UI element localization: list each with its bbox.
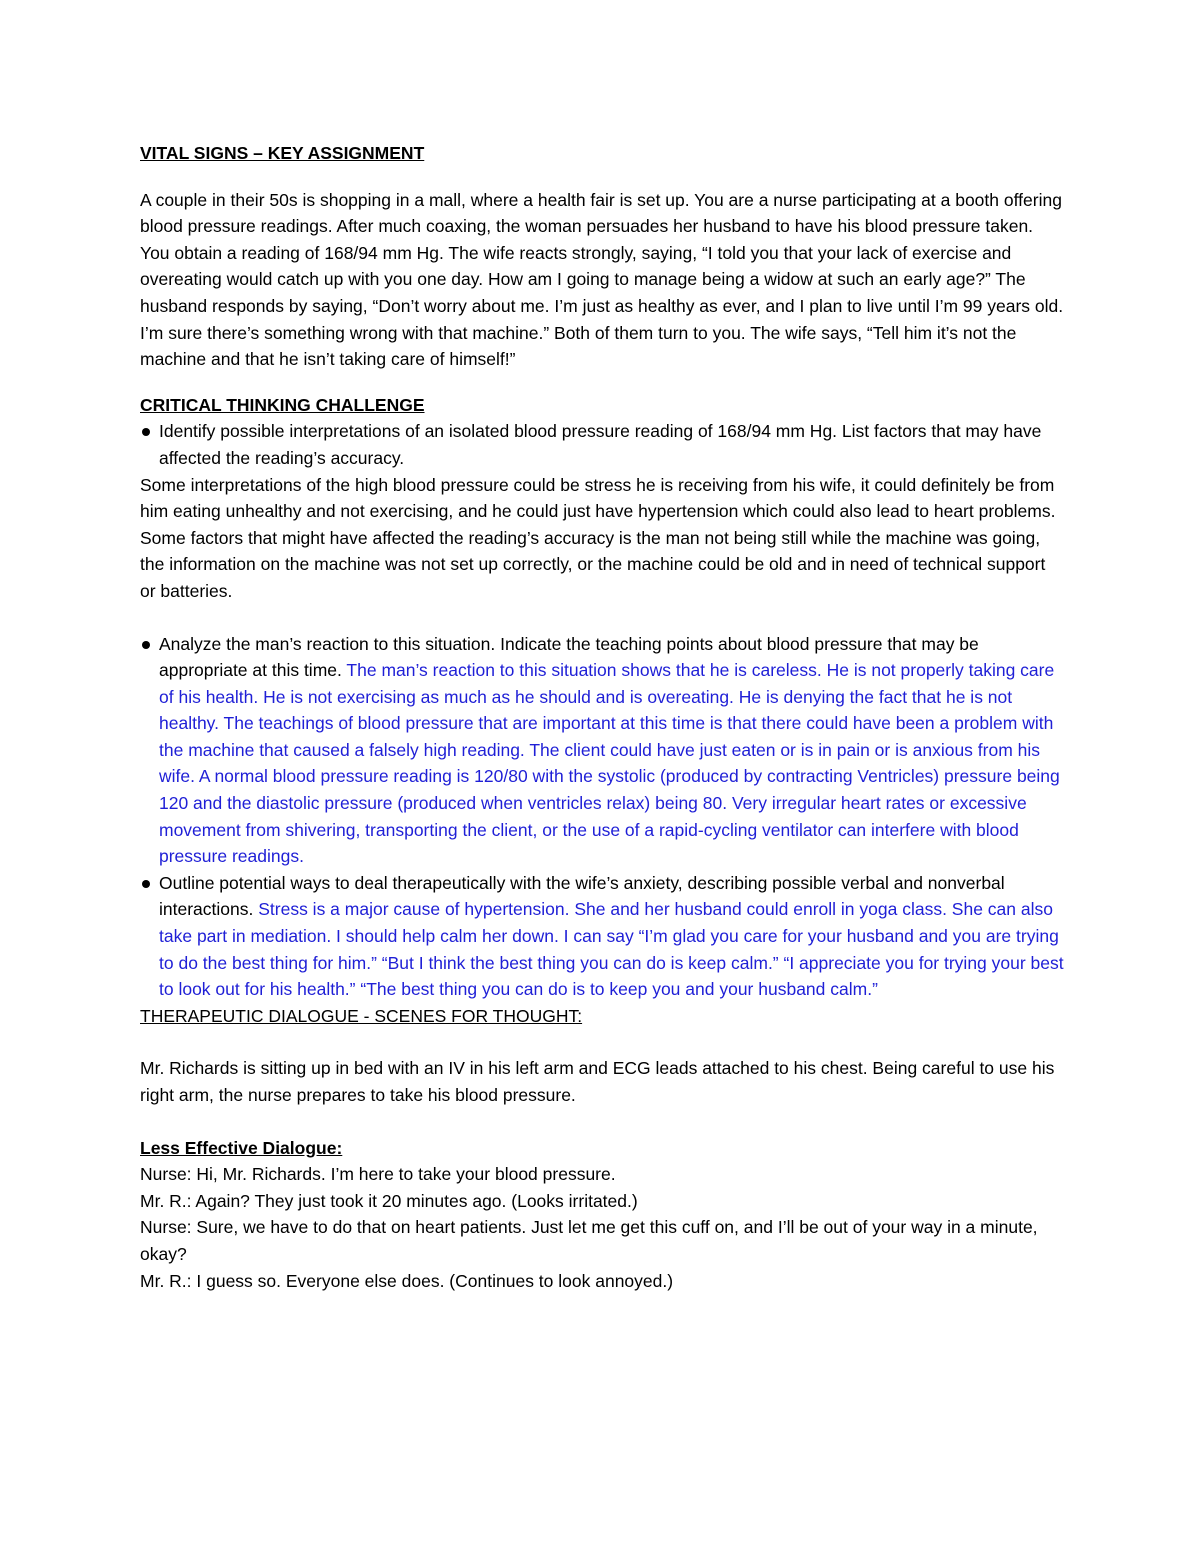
critical-thinking-heading: CRITICAL THINKING CHALLENGE: [140, 394, 425, 415]
challenge-list-2: [140, 631, 1065, 1003]
challenge-list-1: [140, 418, 1065, 471]
answer-3-text: Stress is a major cause of hypertension. She and her husband could enroll in yoga class. She can also take part in mediation. I should help calm her down. I can say “I’m glad you care for your husband and you are trying to do the best thing for him.” “But I think the best thing you can do is keep calm.” “I appreciate you for trying your best to look out for his health.” “The best thing you can do is to keep you and your husband calm.”: [159, 899, 1064, 1000]
therapeutic-dialogue-heading: THERAPEUTIC DIALOGUE - SCENES FOR THOUGHT:: [140, 1005, 583, 1026]
dialogue-line: Mr. R.: Again? They just took it 20 minutes ago. (Looks irritated.): [140, 1190, 638, 1211]
answer-2-text: The man’s reaction to this situation shows that he is careless. He is not properly taking care of his health. He is not exercising as much as he should and is overeating. He is denying the fact that he is not healthy. The teachings of blood pressure that are important at this time is that there could have been a problem with the machine that caused a falsely high reading. The client could have just eaten or is in pain or is anxious from his wife. A normal blood pressure reading is 120/80 with the systolic (produced by contracting Ventricles) pressure being 120 and the diastolic pressure (produced when ventricles relax) being 80. Very irregular heart rates or excessive movement from shivering, transporting the client, or the use of a rapid-cycling ventilator can interfere with blood pressure readings.: [159, 660, 1060, 867]
answer-1-paragraph: Some interpretations of the high blood pressure could be stress he is receiving from his wife, it could definitely be from him eating unhealthy and not exercising, and he could just have hypertension which could also lead to heart problems. Some factors that might have affected the reading’s accuracy is the man not being still while the machine was going, the information on the machine was not set up correctly, or the machine could be old and in need of technical support or batteries.: [140, 474, 1056, 601]
scenario-paragraph: A couple in their 50s is shopping in a mall, where a health fair is set up. You are a nurse participating at a booth offering blood pressure readings. After much coaxing, the woman persuades her husband to have his blood pressure taken. You obtain a reading of 168/94 mm Hg. The wife reacts strongly, saying, “I told you that your lack of exercise and overeating would catch up with you one day. How am I going to manage being a widow at such an early age?” The husband responds by saying, “Don’t worry about me. I’m just as healthy as ever, and I plan to live until I’m 99 years old. I’m sure there’s something wrong with that machine.” Both of them turn to you. The wife says, “Tell him it’s not the machine and that he isn’t taking care of himself!”: [140, 189, 1064, 370]
less-effective-dialogue-heading: Less Effective Dialogue:: [140, 1137, 343, 1158]
question-3-text: Outline potential ways to deal therapeutically with the wife’s anxiety, describing possible verbal and nonverbal interactions.: [159, 872, 1005, 920]
bullet-icon: [142, 880, 150, 888]
bullet-icon: [142, 641, 150, 649]
challenge-question-2: [140, 631, 1065, 870]
document-page: [140, 140, 1065, 1294]
bullet-icon: [142, 428, 150, 436]
dialogue-line: Mr. R.: I guess so. Everyone else does. (Continues to look annoyed.): [140, 1270, 674, 1291]
question-1-text: Identify possible interpretations of an isolated blood pressure reading of 168/94 mm Hg. List factors that may have affected the reading’s accuracy.: [159, 421, 1042, 468]
dialogue-line: Nurse: Hi, Mr. Richards. I’m here to take your blood pressure.: [140, 1164, 616, 1185]
question-2-text: Analyze the man’s reaction to this situation. Indicate the teaching points about blood pressure that may be appropriate at this time.: [159, 633, 979, 681]
challenge-question-1: [140, 418, 1065, 471]
dialogue-line: Nurse: Sure, we have to do that on heart patients. Just let me get this cuff on, and I’ll be out of your way in a minute, okay?: [140, 1217, 1038, 1264]
dialogue-intro-paragraph: Mr. Richards is sitting up in bed with an IV in his left arm and ECG leads attached to his chest. Being careful to use his right arm, the nurse prepares to take his blood pressure.: [140, 1058, 1055, 1105]
challenge-question-3: [140, 870, 1065, 1003]
document-title: VITAL SIGNS – KEY ASSIGNMENT: [140, 143, 425, 163]
